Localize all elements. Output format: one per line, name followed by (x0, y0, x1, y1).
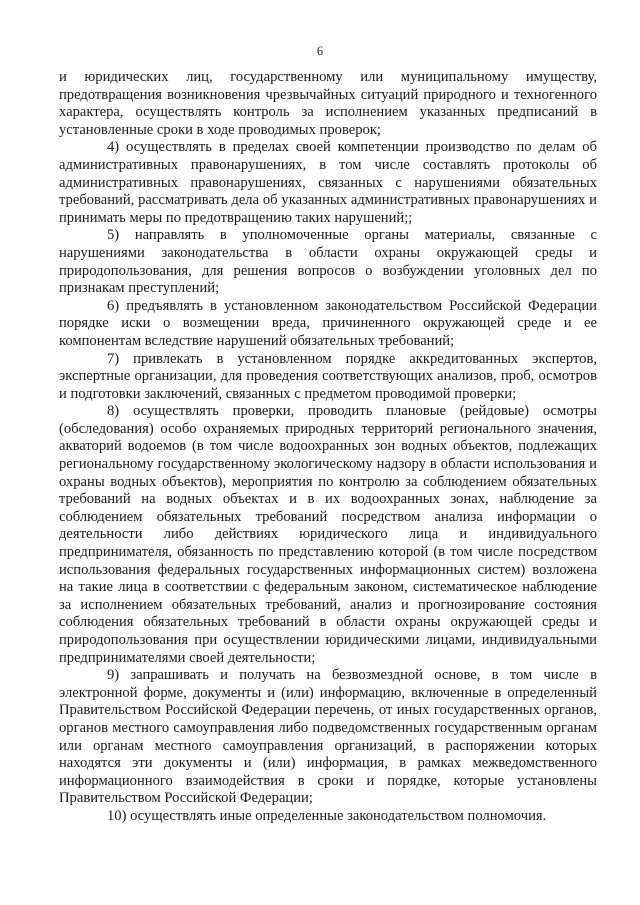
paragraph-item-4: 4) осуществлять в пределах своей компетенции производство по делам об административных правонарушениях, в том числе составлять протоколы об административных правонарушениях, связанных с нарушениями обязательных требований, рассматривать дела об указанных административных правонарушениях и принимать меры по предотвращению таких нарушений;; (59, 139, 597, 226)
paragraph-item-7: 7) привлекать в установленном порядке аккредитованных экспертов, экспертные организации, для проведения соответствующих анализов, проб, осмотров и подготовки заключений, связанных с предметом проводимой проверки; (59, 350, 597, 402)
paragraph-item-8: 8) осуществлять проверки, проводить плановые (рейдовые) осмотры (обследования) особо охраняемых природных территорий регионального значения, акваторий водоемов (в том числе водоохранных зон водных объектов, подлежащих региональному государственному экологическому надзору в области использования и охраны водных объектов), мероприятия по контролю за соблюдением обязательных требований на водных объектах и в их водоохранных зонах, наблюдение за соблюдением обязательных требований посредством анализа информации о деятельности либо действиях юридического лица и индивидуального предпринимателя, обязанность по представлению которой (в том числе посредством использования федеральных государственных информационных систем) возложена на такие лица в соответствии с федеральным законом, систематическое наблюдение за исполнением обязательных требований, анализ и прогнозирование состояния соблюдения обязательных требований в области охраны окружающей среды и природопользования при осуществлении юридическими лицами, индивидуальными предпринимателями своей деятельности; (59, 403, 597, 666)
paragraph-item-10: 10) осуществлять иные определенные законодательством полномочия. (107, 807, 547, 824)
paragraph-item-9: 9) запрашивать и получать на безвозмездной основе, в том числе в электронной форме, документы и (или) информацию, включенные в определенный Правительством Российской Федерации перечень, от иных государственных органов, органов местного самоуправления либо подведомственных государственным органам или органам местного самоуправления организаций, в распоряжении которых находятся эти документы и (или) информация, в рамках межведомственного информационного взаимодействия в сроки и порядке, которые установлены Правительством Российской Федерации; (59, 667, 597, 807)
document-body (59, 69, 597, 826)
paragraph-item-5: 5) направлять в уполномоченные органы материалы, связанные с нарушениями законодательства в области охраны окружающей среды и природопользования, для решения вопросов о возбуждении уголовных дел по признакам преступлений; (59, 227, 597, 297)
page-number: 6 (316, 44, 324, 58)
paragraph-continuation: и юридических лиц, государственному или муниципальному имуществу, предотвращения возникновения чрезвычайных ситуаций природного и техногенного характера, осуществлять контроль за исполнением указанных предписаний в установленные сроки в ходе проводимых проверок; (59, 69, 597, 138)
paragraph-item-6: 6) предъявлять в установленном законодательством Российской Федерации порядке иски о возмещении вреда, причиненного окружающей среде и ее компонентам вследствие нарушений обязательных требований; (59, 297, 597, 349)
